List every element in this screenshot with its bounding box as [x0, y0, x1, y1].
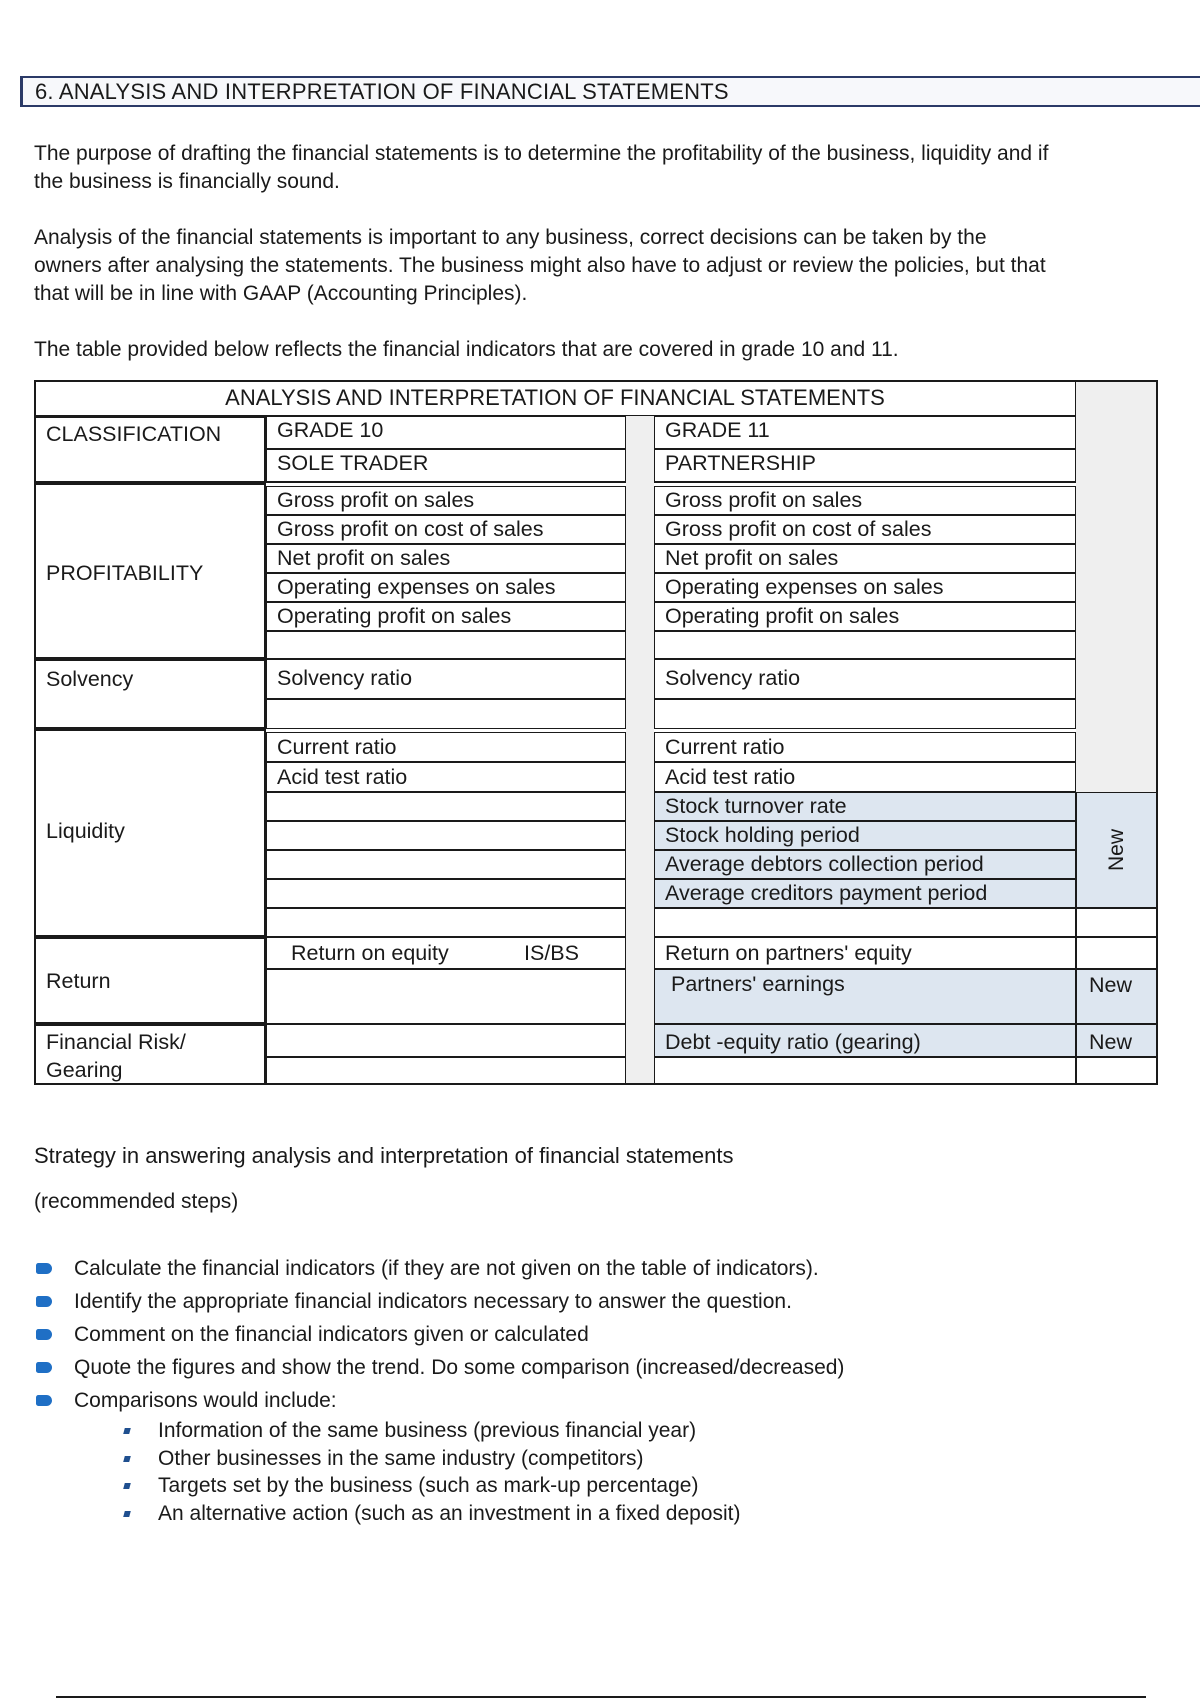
comparison-item: [122, 1445, 1186, 1473]
class-liquidity: Liquidity: [34, 729, 266, 937]
strategy-steps: [36, 1252, 1186, 1527]
comparison-text: Other businesses in the same industry (competitors): [158, 1446, 644, 1470]
liquidity-new-tag: New: [1105, 829, 1128, 872]
g11-liquidity-row: Acid test ratio: [654, 762, 1076, 792]
g10-return-tag: IS/BS: [524, 941, 579, 965]
comparison-item: [122, 1500, 1186, 1528]
comparison-list: [74, 1417, 1186, 1527]
strategy-step: [36, 1351, 1186, 1384]
header-partnership: PARTNERSHIP: [654, 449, 1076, 483]
g11-liquidity-new-row: Stock holding period: [654, 821, 1076, 850]
step-text: Identify the appropriate financial indicators necessary to answer the question.: [74, 1290, 792, 1313]
g10-profitability-row: Operating profit on sales: [266, 602, 626, 631]
g11-profitability-row: Gross profit on cost of sales: [654, 515, 1076, 544]
g10-return-on-equity: Return on equity: [266, 937, 626, 969]
g10-profitability-row: Net profit on sales: [266, 544, 626, 573]
strategy-subtitle: (recommended steps): [34, 1190, 239, 1213]
strategy-title: Strategy in answering analysis and interpretation of financial statements: [34, 1143, 734, 1168]
risk-new-tag: New: [1076, 1024, 1158, 1057]
g11-debt-equity-ratio: Debt -equity ratio (gearing): [654, 1024, 1076, 1057]
g11-profitability-row: Gross profit on sales: [654, 486, 1076, 515]
comparison-item: [122, 1417, 1186, 1445]
header-grade-10: GRADE 10: [266, 416, 626, 449]
square-bullet-icon: [123, 1511, 131, 1517]
strategy-step: [36, 1384, 1186, 1527]
g11-return-on-partners-equity: Return on partners' equity: [654, 937, 1076, 969]
g11-liquidity-new-row: Average creditors payment period: [654, 879, 1076, 908]
g11-liquidity-new-row: Stock turnover rate: [654, 792, 1076, 821]
g10-liquidity-row: Current ratio: [266, 732, 626, 762]
header-sole-trader: SOLE TRADER: [266, 449, 626, 483]
square-bullet-icon: [123, 1483, 131, 1489]
g11-partners-earnings: Partners' earnings: [654, 969, 1076, 1024]
comparison-text: Targets set by the business (such as mark-up percentage): [158, 1474, 699, 1497]
bullet-icon: [36, 1362, 52, 1373]
class-financial-risk: Financial Risk/ Gearing: [34, 1024, 266, 1085]
intro-paragraph-table-note: The table provided below reflects the financial indicators that are covered in grade 10 and 11.: [34, 338, 899, 361]
g10-profitability-row: Gross profit on cost of sales: [266, 515, 626, 544]
g10-profitability-row: Gross profit on sales: [266, 486, 626, 515]
g11-profitability-row: Operating expenses on sales: [654, 573, 1076, 602]
bullet-icon: [36, 1296, 52, 1307]
step-text: Quote the figures and show the trend. Do some comparison (increased/decreased): [74, 1356, 845, 1379]
header-classification: CLASSIFICATION: [34, 416, 266, 483]
indicators-table: [34, 380, 1158, 1085]
class-profitability: PROFITABILITY: [34, 483, 266, 659]
square-bullet-icon: [123, 1428, 131, 1434]
square-bullet-icon: [123, 1456, 131, 1462]
g10-profitability-row: Operating expenses on sales: [266, 573, 626, 602]
bullet-icon: [36, 1395, 52, 1406]
class-return: Return: [34, 937, 266, 1024]
intro-paragraph-analysis: Analysis of the financial statements is important to any business, correct decisions can be taken by the owners after analysing the statements. The business might also have to adjust or review the policies, but that that will be in line with GAAP (Accounting Principles).: [34, 226, 1046, 305]
bullet-icon: [36, 1329, 52, 1340]
bullet-icon: [36, 1263, 52, 1274]
strategy-step: [36, 1285, 1186, 1318]
g11-profitability-row: Operating profit on sales: [654, 602, 1076, 631]
class-solvency: Solvency: [34, 659, 266, 729]
table-title: ANALYSIS AND INTERPRETATION OF FINANCIAL STATEMENTS: [34, 380, 1076, 416]
step-text: Calculate the financial indicators (if they are not given on the table of indicators).: [74, 1257, 819, 1280]
g11-liquidity-new-row: Average debtors collection period: [654, 850, 1076, 879]
intro-paragraph-purpose: The purpose of drafting the financial statements is to determine the profitability of the business, liquidity and if the business is financially sound.: [34, 142, 1049, 193]
g11-liquidity-row: Current ratio: [654, 732, 1076, 762]
step-text: Comment on the financial indicators given or calculated: [74, 1323, 589, 1346]
g10-solvency-ratio: Solvency ratio: [266, 659, 626, 699]
comparison-text: Information of the same business (previous financial year): [158, 1419, 697, 1442]
return-new-tag: New: [1076, 969, 1158, 1024]
comparison-text: An alternative action (such as an investment in a fixed deposit): [158, 1501, 741, 1525]
step-text: Comparisons would include:: [74, 1389, 337, 1412]
table-frame: [34, 380, 1158, 1085]
comparison-item: [122, 1472, 1186, 1500]
g11-profitability-row: Net profit on sales: [654, 544, 1076, 573]
strategy-step: [36, 1318, 1186, 1351]
section-heading: 6. ANALYSIS AND INTERPRETATION OF FINANCIAL STATEMENTS: [20, 76, 1200, 107]
header-grade-11: GRADE 11: [654, 416, 1076, 449]
g11-solvency-ratio: Solvency ratio: [654, 659, 1076, 699]
strategy-step: [36, 1252, 1186, 1285]
footer-rule: [56, 1696, 1146, 1698]
g10-liquidity-row: Acid test ratio: [266, 762, 626, 792]
